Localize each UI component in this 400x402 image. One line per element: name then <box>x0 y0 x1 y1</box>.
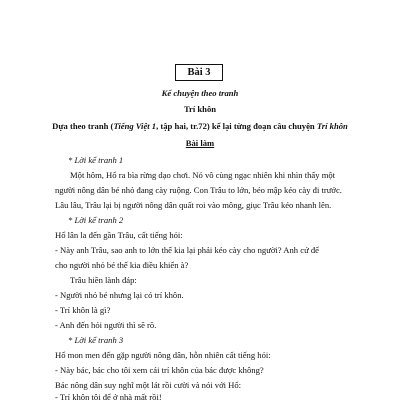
paragraph-line: Lâu lâu, Trâu lại bị người nông dân quất roi vào mông, giục Trâu kéo nhanh lên. <box>55 200 332 210</box>
section-heading-2: * Lời kể tranh 2 <box>68 215 124 225</box>
dialogue-line: - Này anh Trâu, sao anh to lớn thế kia lại phải kéo cày cho người? Anh cứ để <box>55 245 319 255</box>
paragraph-line: Trâu hiền lành đáp: <box>70 275 137 285</box>
subtitle: Kể chuyện theo tranh <box>161 88 239 98</box>
dialogue-line: - Trí khôn là gì? <box>55 305 111 315</box>
dialogue-line: - Trí khôn tôi để ở nhà mất rồi! <box>55 392 162 402</box>
paragraph-line: người nông dân bé nhỏ đang cày ruộng. Con Trâu to lớn, béo mập kéo cày đi trước. <box>55 185 342 195</box>
dialogue-line: - Người nhỏ bé nhưng lại có trí khôn. <box>55 290 184 300</box>
paragraph-line: Hổ mon men đến gặp người nông dân, hỗn nhiên cất tiếng hỏi: <box>55 350 271 360</box>
answer-heading: Bài làm <box>185 138 215 148</box>
story-title: Trí khôn <box>183 104 217 114</box>
paragraph-line: Hổ lân la đến gần Trâu, cất tiếng hỏi: <box>55 230 183 240</box>
section-heading-3: * Lời kể tranh 3 <box>68 335 124 345</box>
instruction-story-name: Trí khôn <box>316 121 348 131</box>
instruction-part-3: , tập hai, tr.72) kể lại từng đoạn câu chuyện <box>156 121 317 131</box>
dialogue-line: - Anh đến hỏi người thì sẽ rõ. <box>55 320 157 330</box>
instruction-part-1: Dựa theo tranh ( <box>52 121 114 131</box>
section-heading-1: * Lời kể tranh 1 <box>68 155 124 165</box>
paragraph-line: Một hôm, Hổ ra bìa rừng dạo chơi. Nó vô cùng ngạc nhiên khi nhìn thấy một <box>70 170 336 180</box>
instruction-book-title: Tiếng Việt 1 <box>113 121 157 131</box>
dialogue-line: - Này bác, bác cho tôi xem cái trí khôn của bác được không? <box>55 365 264 375</box>
lesson-title-box: Bài 3 <box>175 64 223 81</box>
paragraph-line: Bác nông dân suy nghĩ một lát rồi cười và nói với Hổ: <box>55 380 242 390</box>
paragraph-line: cho người nhỏ bé thế kia điều khiển à? <box>55 260 189 270</box>
instruction <box>0 121 400 131</box>
